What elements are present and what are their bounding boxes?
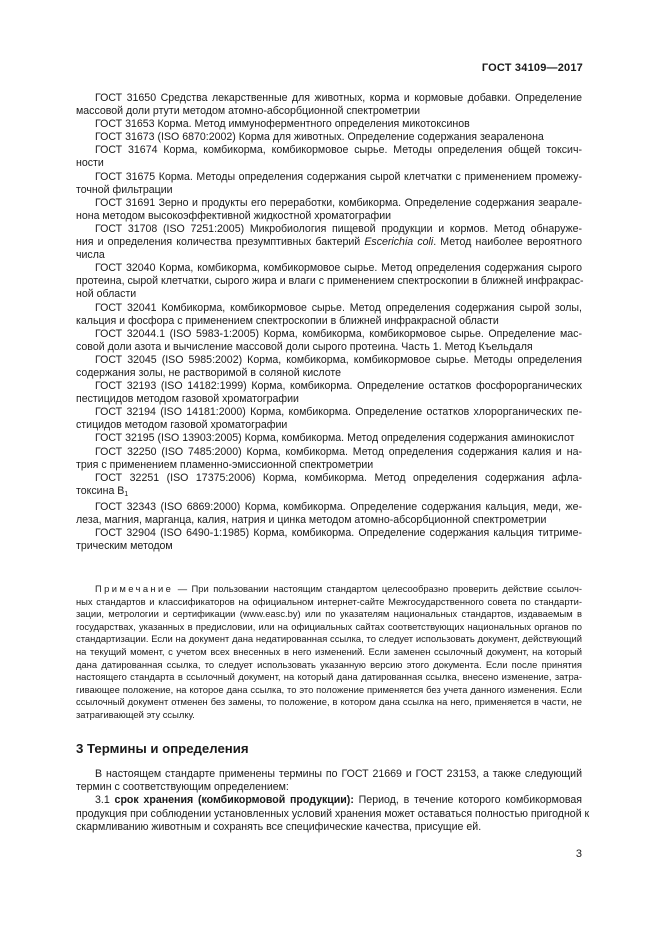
reference-line: ГОСТ 32904 (ISO 6490-1:1985) Корма, комбикорма. Определение содержания кальция титриме- <box>95 527 582 540</box>
reference-line: ГОСТ 31653 Корма. Метод иммуноферментного определения микотоксинов <box>95 118 470 131</box>
reference-line: ГОСТ 32343 (ISO 6869:2000) Корма, комбикорма. Определение содержания кальция, меди, же- <box>95 500 582 513</box>
reference-line: нона методом высокоэффективной жидкостной хроматографии <box>76 209 392 222</box>
reference-line: трия с применением пламенно-эмиссионной спектрометрии <box>76 458 374 471</box>
reference-line: ГОСТ 32040 Корма, комбикорма, комбикормовое сырье. Метод определения содержания сырого <box>95 262 582 275</box>
subscript-one: 1 <box>124 490 129 498</box>
reference-item <box>76 501 582 527</box>
note-line: стандартизации. Если на документ дана недатированная ссылка, то следует использовать документ, действующий <box>76 633 582 645</box>
reference-line: ГОСТ 31673 (ISO 6870:2002) Корма для животных. Определение содержания зеараленона <box>95 131 544 144</box>
reference-line: ГОСТ 31650 Средства лекарственные для животных, корма и кормовые добавки. Определение <box>95 92 582 104</box>
note-line: гивающее положение, на которое дана ссылка, то это положение применяется без учета данного изменения. Если <box>76 683 582 695</box>
reference-line: ности <box>76 157 104 170</box>
term-definition: Период, в течение которого комбикормовая <box>353 794 582 807</box>
normative-references-list <box>76 92 582 553</box>
note-line: ных стандартов и классификаторов на официальном интернет-сайте Межгосударственного совета по стандарти- <box>76 595 582 607</box>
definition-line: скармливанию животным и сохранять все специфические качества, присущие ей. <box>76 820 482 833</box>
reference-line: ГОСТ 32251 (ISO 17375:2006) Корма, комбикорма. Метод определения содержания афла- <box>95 471 582 484</box>
reference-item <box>76 527 582 553</box>
reference-item <box>76 328 582 354</box>
reference-item <box>76 223 582 262</box>
note-line: зации, метрологии и сертификации (www.easc.by) или по указателям национальных стандартов, издаваемым в <box>76 608 582 620</box>
standard-header: ГОСТ 34109—2017 <box>481 62 583 74</box>
reference-line: пестицидов методом газовой хроматографии <box>76 393 299 406</box>
definition-line: продукция при соблюдении установленных условий хранения может оставаться полностью пригодной к <box>76 807 590 820</box>
reference-item <box>76 302 582 328</box>
reference-item <box>76 354 582 380</box>
reference-line: ГОСТ 31691 Зерно и продукты его переработки, комбикорма. Определение содержания зеарале- <box>95 196 582 209</box>
reference-line: ГОСТ 32194 (ISO 14181:2000) Корма, комбикорма. Определение остатков хлорорганических пе- <box>95 406 582 419</box>
term-line <box>76 794 582 807</box>
reference-line: ГОСТ 31708 (ISO 7251:2005) Микробиология пищевой продукции и кормов. Метод обнаруже- <box>95 222 582 235</box>
reference-line: протеина, сырой клетчатки, сырого жира и влаги с применением спектроскопии в ближней инфракрас- <box>76 275 584 288</box>
reference-line: ной области <box>76 288 137 301</box>
section-title: 3 Термины и определения <box>76 741 249 756</box>
note-line: на текущий момент, с учетом всех внесенных в него изменений. Если заменен ссылочный документ, на который <box>76 645 582 657</box>
reference-item <box>76 262 582 301</box>
reference-line: ГОСТ 31675 Корма. Методы определения содержания сырой клетчатки с применением промежу- <box>95 170 582 183</box>
reference-line: точной фильтрации <box>76 183 173 196</box>
section-body <box>76 768 590 834</box>
reference-line: ГОСТ 32193 (ISO 14182:1999) Корма, комбикорма. Определение остатков фосфорорганических <box>95 380 582 393</box>
note-line <box>76 583 582 596</box>
note-label: Примечание <box>95 583 174 594</box>
term-name: срок хранения (комбикормовой продукции): <box>114 794 354 807</box>
note-line: затрагивающей эту ссылку. <box>76 708 195 720</box>
reference-line: стицидов методом газовой хроматографии <box>76 419 288 432</box>
reference-text: ния и определения количества презумптивных бактерий <box>76 236 365 249</box>
reference-line: совой доли азота и вычисление массовой доли сырого протеина. Часть 1. Метод Къельдаля <box>76 340 533 353</box>
reference-text: токсина B <box>76 484 125 497</box>
reference-item <box>76 380 582 406</box>
note-text: — При пользовании настоящим стандартом целесообразно проверить действие ссылоч- <box>173 583 582 594</box>
reference-line: ГОСТ 32045 (ISO 5985:2002) Корма, комбикорма, комбикормовое сырье. Методы определения <box>95 353 582 366</box>
note-block <box>76 583 582 722</box>
reference-item <box>76 171 582 197</box>
reference-item <box>76 131 582 144</box>
reference-item <box>76 446 582 472</box>
bacteria-name: Escerichia coli <box>364 236 434 249</box>
reference-line: содержания золы, не растворимой в соляной кислоте <box>76 366 342 379</box>
reference-line: массовой доли ртути методом атомно-абсорбционной спектрометрии <box>76 105 421 118</box>
note-line: государствах, указанных в предисловии, или на официальных сайтах соответствующих национальных органов по <box>76 620 582 632</box>
intro-line: термин с соответствующим определением: <box>76 781 289 794</box>
reference-line: ГОСТ 32041 Комбикорма, комбикормовое сырье. Метод определения содержания сырой золы, <box>95 301 582 314</box>
reference-line: леза, магния, марганца, калия, натрия и цинка методом атомно-абсорбционной спектрометрии <box>76 514 547 526</box>
reference-item <box>76 406 582 432</box>
reference-item <box>76 472 582 501</box>
reference-line: ГОСТ 32044.1 (ISO 5983-1:2005) Корма, комбикорма, комбикормовое сырье. Определение мас- <box>95 327 582 340</box>
reference-item <box>76 92 582 118</box>
page-number: 3 <box>575 848 582 860</box>
reference-line: ГОСТ 32250 (ISO 7485:2000) Корма, комбикорма. Метод определения содержания калия и на- <box>95 445 582 458</box>
reference-line: трическим методом <box>76 540 173 553</box>
reference-text: . Метод наиболее вероятного <box>433 236 582 249</box>
reference-line: кальция и фосфора с применением спектроскопии в ближней инфракрасной области <box>76 314 499 327</box>
reference-item <box>76 432 582 445</box>
reference-item <box>76 197 582 223</box>
note-line: настоящего стандарта в ссылочный документ, на который дана датированная ссылка, внесено изменение, затра- <box>76 671 582 683</box>
note-line: дана датированная ссылка, то следует использовать указанную версию этого документа. Если после принятия <box>76 658 582 670</box>
intro-line: В настоящем стандарте применены термины по ГОСТ 21669 и ГОСТ 23153, а также следующий <box>95 768 582 780</box>
reference-line: числа <box>76 249 105 262</box>
reference-line: ГОСТ 32195 (ISO 13903:2005) Корма, комбикорма. Метод определения содержания аминокислот <box>95 432 575 445</box>
reference-line-with-subscript <box>76 485 582 501</box>
reference-item <box>76 144 582 170</box>
term-number: 3.1 <box>95 794 110 807</box>
reference-line: ГОСТ 31674 Корма, комбикорма, комбикормовое сырье. Методы определения общей токсич- <box>95 144 582 157</box>
reference-item <box>76 118 582 131</box>
note-line: ссылочный документ отменен без замены, то положение, в котором дана ссылка на него, применяется в части, не <box>76 696 582 708</box>
reference-line-mixed <box>76 236 582 249</box>
